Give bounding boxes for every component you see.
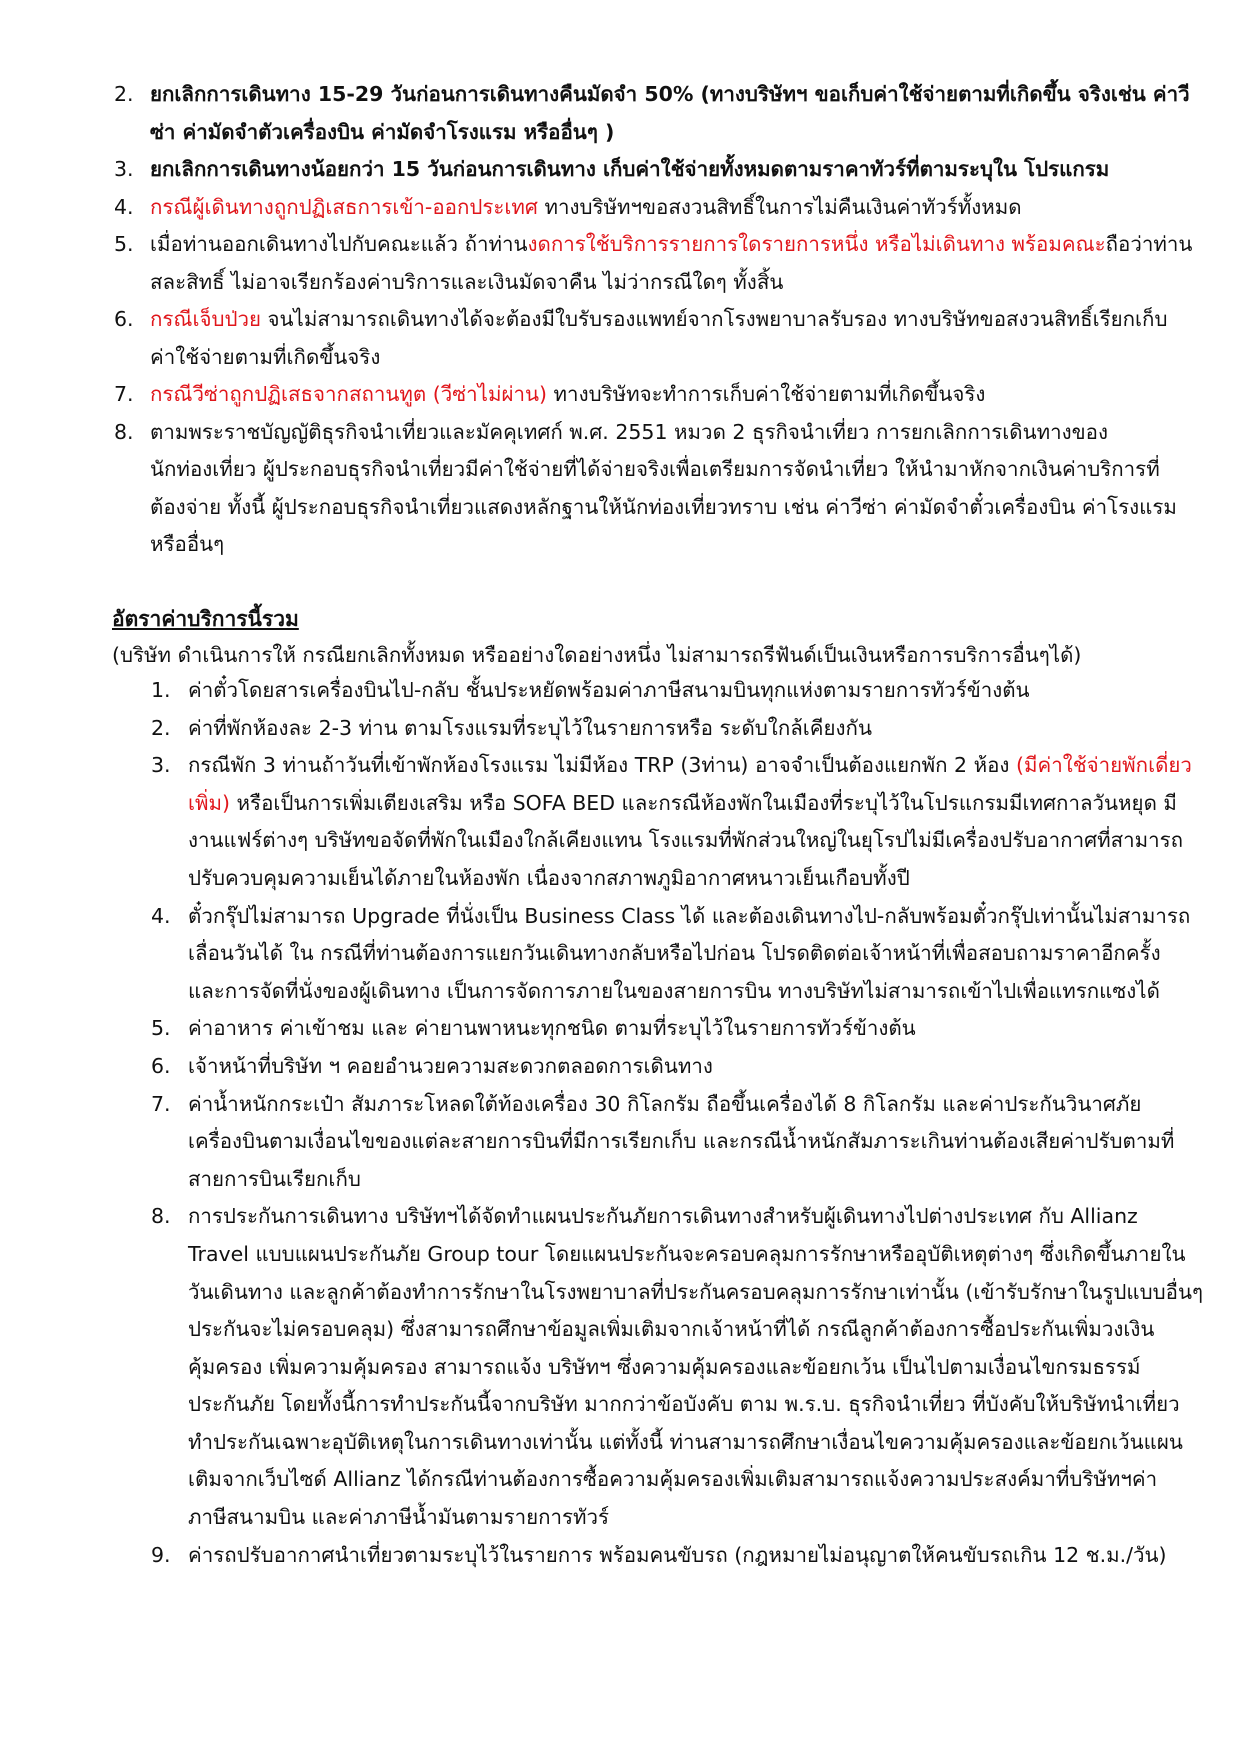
list-item-number: 8.	[151, 1204, 171, 1229]
included-item	[151, 1198, 1204, 1536]
text-segment: ซ่า ค่ามัดจำตัวเครื่องบิน ค่ามัดจำโรงแรม หรืออื่นๆ )	[150, 119, 615, 144]
text-segment: ค่าอาหาร ค่าเข้าชม และ ค่ายานพาหนะทุกชนิด ตามที่ระบุไว้ในรายการทัวร์ข้างต้น	[188, 1016, 916, 1041]
list-item-number: 2.	[151, 715, 171, 740]
text-segment: ค่าที่พักห้องละ 2-3 ท่าน ตามโรงแรมที่ระบุไว้ในรายการหรือ ระดับใกล้เคียงกัน	[188, 715, 872, 740]
cancellation-item	[114, 76, 1190, 151]
text-segment: งานแฟร์ต่างๆ บริษัทขอจัดที่พักในเมืองใกล้เคียงแทน โรงแรมที่พักส่วนใหญ่ในยุโรปไม่มีเครื่องปรับอากาศที่สามารถ	[188, 828, 1184, 853]
text-segment: ทำประกันเฉพาะอุบัติเหตุในการเดินทางเท่านั้น แต่ทั้งนี้ ท่านสามารถศึกษาเงื่อนไขความคุ้มครองและข้อยกเว้นแผน	[188, 1429, 1183, 1454]
text-segment: การประกันการเดินทาง บริษัทฯได้จัดทำแผนประกันภัยการเดินทางสำหรับผู้เดินทางไปต่างประเทศ กับ Allianz	[188, 1204, 1138, 1229]
text-line	[188, 672, 1191, 710]
list-item-number: 4.	[151, 903, 171, 928]
text-segment: ปรับควบคุมความเย็นได้ภายในห้องพัก เนื่องจากสภาพภูมิอากาศหนาวเย็นเกือบทั้งปี	[188, 865, 910, 890]
text-line	[188, 898, 1191, 936]
included-heading: อัตราค่าบริการนี้รวม	[112, 607, 299, 631]
text-line	[188, 1198, 1191, 1236]
list-item-number: 6.	[151, 1053, 171, 1078]
text-line	[150, 414, 1174, 452]
text-line	[188, 973, 1191, 1011]
cancellation-item	[114, 414, 1177, 564]
list-item-number: 3.	[151, 753, 171, 778]
text-segment: สละสิทธิ์ ไม่อาจเรียกร้องค่าบริการและเงินมัดจาคืน ไม่ว่ากรณีใดๆ ทั้งสิ้น	[150, 269, 784, 294]
text-line	[188, 1311, 1191, 1349]
text-segment: สายการบินเรียกเก็บ	[188, 1166, 361, 1191]
text-segment: หรืออื่นๆ	[150, 532, 225, 556]
list-item-number: 2.	[114, 82, 134, 106]
text-line	[188, 1537, 1191, 1575]
cancellation-item	[114, 151, 1174, 189]
text-segment: และการจัดที่นั่งของผู้เดินทาง เป็นการจัดการภายในของสายการบิน ทางบริษัทไม่สามารถเข้าไปเพื่อแทรกแซงได้	[188, 978, 1160, 1003]
text-line	[188, 1499, 1191, 1537]
text-line	[188, 822, 1191, 860]
text-line	[188, 1349, 1191, 1387]
text-line	[150, 226, 1193, 264]
highlighted-text: กรณีเจ็บป่วย	[150, 307, 262, 331]
text-line	[150, 114, 1174, 152]
text-line	[188, 1274, 1204, 1312]
list-item-number: 7.	[114, 382, 134, 406]
text-segment: เมื่อท่านออกเดินทางไปกับคณะแล้ว ถ้าท่าน	[150, 232, 528, 256]
text-segment: ทางบริษัทจะทำการเก็บค่าใช้จ่ายตามที่เกิดขึ้นจริง	[547, 382, 986, 406]
text-line	[188, 1086, 1191, 1124]
text-line	[150, 451, 1174, 489]
text-line	[188, 1161, 1191, 1199]
highlighted-text: กรณีผู้เดินทางถูกปฏิเสธการเข้า-ออกประเทศ	[150, 194, 538, 219]
cancellation-policy-list	[114, 76, 1193, 564]
included-item	[151, 710, 1191, 748]
included-item	[151, 747, 1191, 897]
highlighted-text: เพิ่ม)	[188, 790, 231, 815]
text-line	[150, 339, 1174, 377]
list-item-number: 9.	[151, 1542, 171, 1567]
text-segment: กรณีพัก 3 ท่านถ้าวันที่เข้าพักห้องโรงแรม ไม่มีห้อง TRP (3ท่าน) อาจจำเป็นต้องแยกพัก 2 ห้อง	[188, 753, 1016, 778]
text-segment: ตั๋วกรุ๊ปไม่สามารถ Upgrade ที่นั่งเป็น Business Class ได้ และต้องเดินทางไป-กลับพร้อมตั๋วกรุ๊ปเท่านั้นไม่สามารถ	[188, 903, 1191, 928]
text-line	[188, 1010, 1191, 1048]
text-segment: จนไม่สามารถเดินทางได้จะต้องมีใบรับรองแพทย์จากโรงพยาบาลรับรอง ทางบริษัทขอสงวนสิทธิ์เรียกเก็บ	[261, 307, 1168, 331]
text-segment: ค่าน้ำหนักกระเป๋า สัมภาระโหลดใต้ท้องเครื่อง 30 กิโลกรัม ถือขึ้นเครื่องได้ 8 กิโลกรัม และค่าประกันวินาศภัย	[188, 1091, 1142, 1116]
text-segment: วันเดินทาง และลูกค้าต้องทำการรักษาในโรงพยาบาลที่ประกันครอบคลุมการรักษาเท่านั้น (เข้ารับรักษาในรูปแบบอื่นๆ	[188, 1279, 1204, 1304]
text-segment: ตามพระราชบัญญัติธุรกิจนำเที่ยวและมัคคุเทศก์ พ.ศ. 2551 หมวด 2 ธุรกิจนำเที่ยว การยกเลิกการเดินทางของ	[150, 419, 1108, 444]
list-item-number: 4.	[114, 194, 134, 219]
text-line	[188, 747, 1191, 785]
text-segment: ค่าตั๋วโดยสารเครื่องบินไป-กลับ ชั้นประหยัดพร้อมค่าภาษีสนามบินทุกแห่งตามรายการทัวร์ข้างต้น	[188, 678, 1030, 702]
text-segment: ทางบริษัทฯขอสงวนสิทธิ์ในการไม่คืนเงินค่าทัวร์ทั้งหมด	[537, 194, 1022, 219]
text-segment: นักท่องเที่ยว ผู้ประกอบธุรกิจนำเที่ยวมีค่าใช้จ่ายที่ได้จ่ายจริงเพื่อเตรียมการจัดนำเที่ยว ให้นำมาหักจากเงินค่าบริการที่	[150, 457, 1160, 481]
text-line	[188, 935, 1191, 973]
text-line	[150, 301, 1174, 339]
text-segment: ประกันภัย โดยทั้งนี้การทำประกันนี้จากบริษัท มากกว่าข้อบังคับ ตาม พ.ร.บ. ธุรกิจนำเที่ยว ที่บังคับให้บริษัทนำเที่ยว	[188, 1392, 1180, 1417]
included-note: (บริษัท ดำเนินการให้ กรณียกเลิกทั้งหมด หรืออย่างใดอย่างหนึ่ง ไม่สามารถรีฟันด์เป็นเงินหรือการบริการอื่นๆได้)	[112, 643, 1082, 667]
text-segment: คุ้มครอง เพิ่มความคุ้มครอง สามารถแจ้ง บริษัทฯ ซึ่งความคุ้มครองและข้อยกเว้น เป็นไปตามเงื่อนไขกรมธรรม์	[188, 1354, 1141, 1379]
list-item-number: 1.	[151, 678, 171, 702]
list-item-number: 6.	[114, 307, 134, 331]
cancellation-item	[114, 376, 1174, 414]
included-item	[151, 672, 1191, 710]
text-line	[188, 1048, 1191, 1086]
text-line	[188, 1236, 1191, 1274]
list-item-number: 3.	[114, 157, 134, 181]
included-item	[151, 1010, 1191, 1048]
highlighted-text: (มีค่าใช้จ่ายพักเดี่ยว	[1015, 753, 1192, 778]
text-segment: ค่าใช้จ่ายตามที่เกิดขึ้นจริง	[150, 344, 381, 369]
text-line	[150, 264, 1174, 302]
list-item-number: 5.	[151, 1016, 171, 1041]
text-line	[150, 526, 1174, 564]
text-line	[150, 376, 1174, 414]
highlighted-text: งดการใช้บริการรายการใดรายการหนึ่ง หรือไม่เดินทาง พร้อมคณะ	[527, 232, 1106, 256]
text-segment: เครื่องบินตามเงื่อนไขของแต่ละสายการบินที่มีการเรียกเก็บ และกรณีน้ำหนักสัมภาระเกินท่านต้องเสียค่าปรับตามที่	[188, 1129, 1175, 1154]
included-item	[151, 1537, 1191, 1575]
text-segment: เลื่อนวันได้ ใน กรณีที่ท่านต้องการแยกวันเดินทางกลับหรือไปก่อน โปรดติดต่อเจ้าหน้าที่เพื่อสอบถามราคาอีกครั้ง	[188, 941, 1161, 966]
text-line	[150, 489, 1177, 527]
text-segment: Travel แบบแผนประกันภัย Group tour โดยแผนประกันจะครอบคลุมการรักษาหรืออุบัติเหตุต่างๆ ซึ่งเกิดขึ้นภายใน	[188, 1241, 1186, 1266]
text-segment: ยกเลิกการเดินทาง 15-29 วันก่อนการเดินทางคืนมัดจำ 50% (ทางบริษัทฯ ขอเก็บค่าใช้จ่ายตามที่เกิดขึ้น จริงเช่น ค่าวี	[150, 82, 1190, 106]
list-item-number: 7.	[151, 1091, 171, 1116]
cancellation-item	[114, 301, 1174, 376]
text-segment: ค่ารถปรับอากาศนำเที่ยวตามระบุไว้ในรายการ พร้อมคนขับรถ (กฎหมายไม่อนุญาตให้คนขับรถเกิน 12 ช.ม./วัน)	[188, 1542, 1167, 1567]
text-line	[188, 860, 1191, 898]
text-segment: ยกเลิกการเดินทางน้อยกว่า 15 วันก่อนการเดินทาง เก็บค่าใช้จ่ายทั้งหมดตามราคาทัวร์ที่ตามระบุใน โปรแกรม	[150, 157, 1110, 181]
text-segment: ภาษีสนามบิน และค่าภาษีน้ำมันตามรายการทัวร์	[188, 1505, 610, 1530]
text-segment: เจ้าหน้าที่บริษัท ฯ คอยอำนวยความสะดวกตลอดการเดินทาง	[188, 1053, 713, 1078]
text-line	[150, 151, 1174, 189]
text-line	[188, 1424, 1191, 1462]
text-segment: ประกันจะไม่ครอบคลุม) ซึ่งสามารถศึกษาข้อมูลเพิ่มเติมจากเจ้าหน้าที่ได้ กรณีลูกค้าต้องการซื้อประกันเพิ่มวงเงิน	[188, 1317, 1155, 1342]
text-line	[188, 785, 1191, 823]
included-services-list	[151, 672, 1204, 1574]
text-line	[188, 710, 1191, 748]
highlighted-text: กรณีวีซ่าถูกปฏิเสธจากสถานทูต (วีซ่าไม่ผ่าน)	[150, 382, 548, 406]
text-line	[188, 1386, 1191, 1424]
list-item-number: 8.	[114, 419, 134, 444]
text-segment: เติมจากเว็บไซด์ Allianz ได้กรณีท่านต้องการซื้อความคุ้มครองเพิ่มเติมสามารถแจ้งความประสงค์มาที่บริษัทฯค่า	[188, 1467, 1158, 1492]
text-line	[150, 76, 1190, 114]
included-item	[151, 898, 1191, 1011]
included-item	[151, 1048, 1191, 1086]
text-line	[150, 189, 1174, 227]
text-segment: ถือว่าท่าน	[1105, 232, 1193, 256]
cancellation-item	[114, 226, 1193, 301]
text-segment: หรือเป็นการเพิ่มเตียงเสริม หรือ SOFA BED และกรณีห้องพักในเมืองที่ระบุไว้ในโปรแกรมมีเทศกาลวันหยุด มี	[230, 790, 1177, 815]
list-item-number: 5.	[114, 232, 134, 256]
included-item	[151, 1086, 1191, 1199]
text-line	[188, 1461, 1191, 1499]
cancellation-item	[114, 189, 1174, 227]
text-segment: ต้องจ่าย ทั้งนี้ ผู้ประกอบธุรกิจนำเที่ยวแสดงหลักฐานให้นักท่องเที่ยวทราบ เช่น ค่าวีซ่า ค่ามัดจำตั๋วเครื่องบิน ค่าโรงแรม	[150, 494, 1177, 519]
text-line	[188, 1123, 1191, 1161]
